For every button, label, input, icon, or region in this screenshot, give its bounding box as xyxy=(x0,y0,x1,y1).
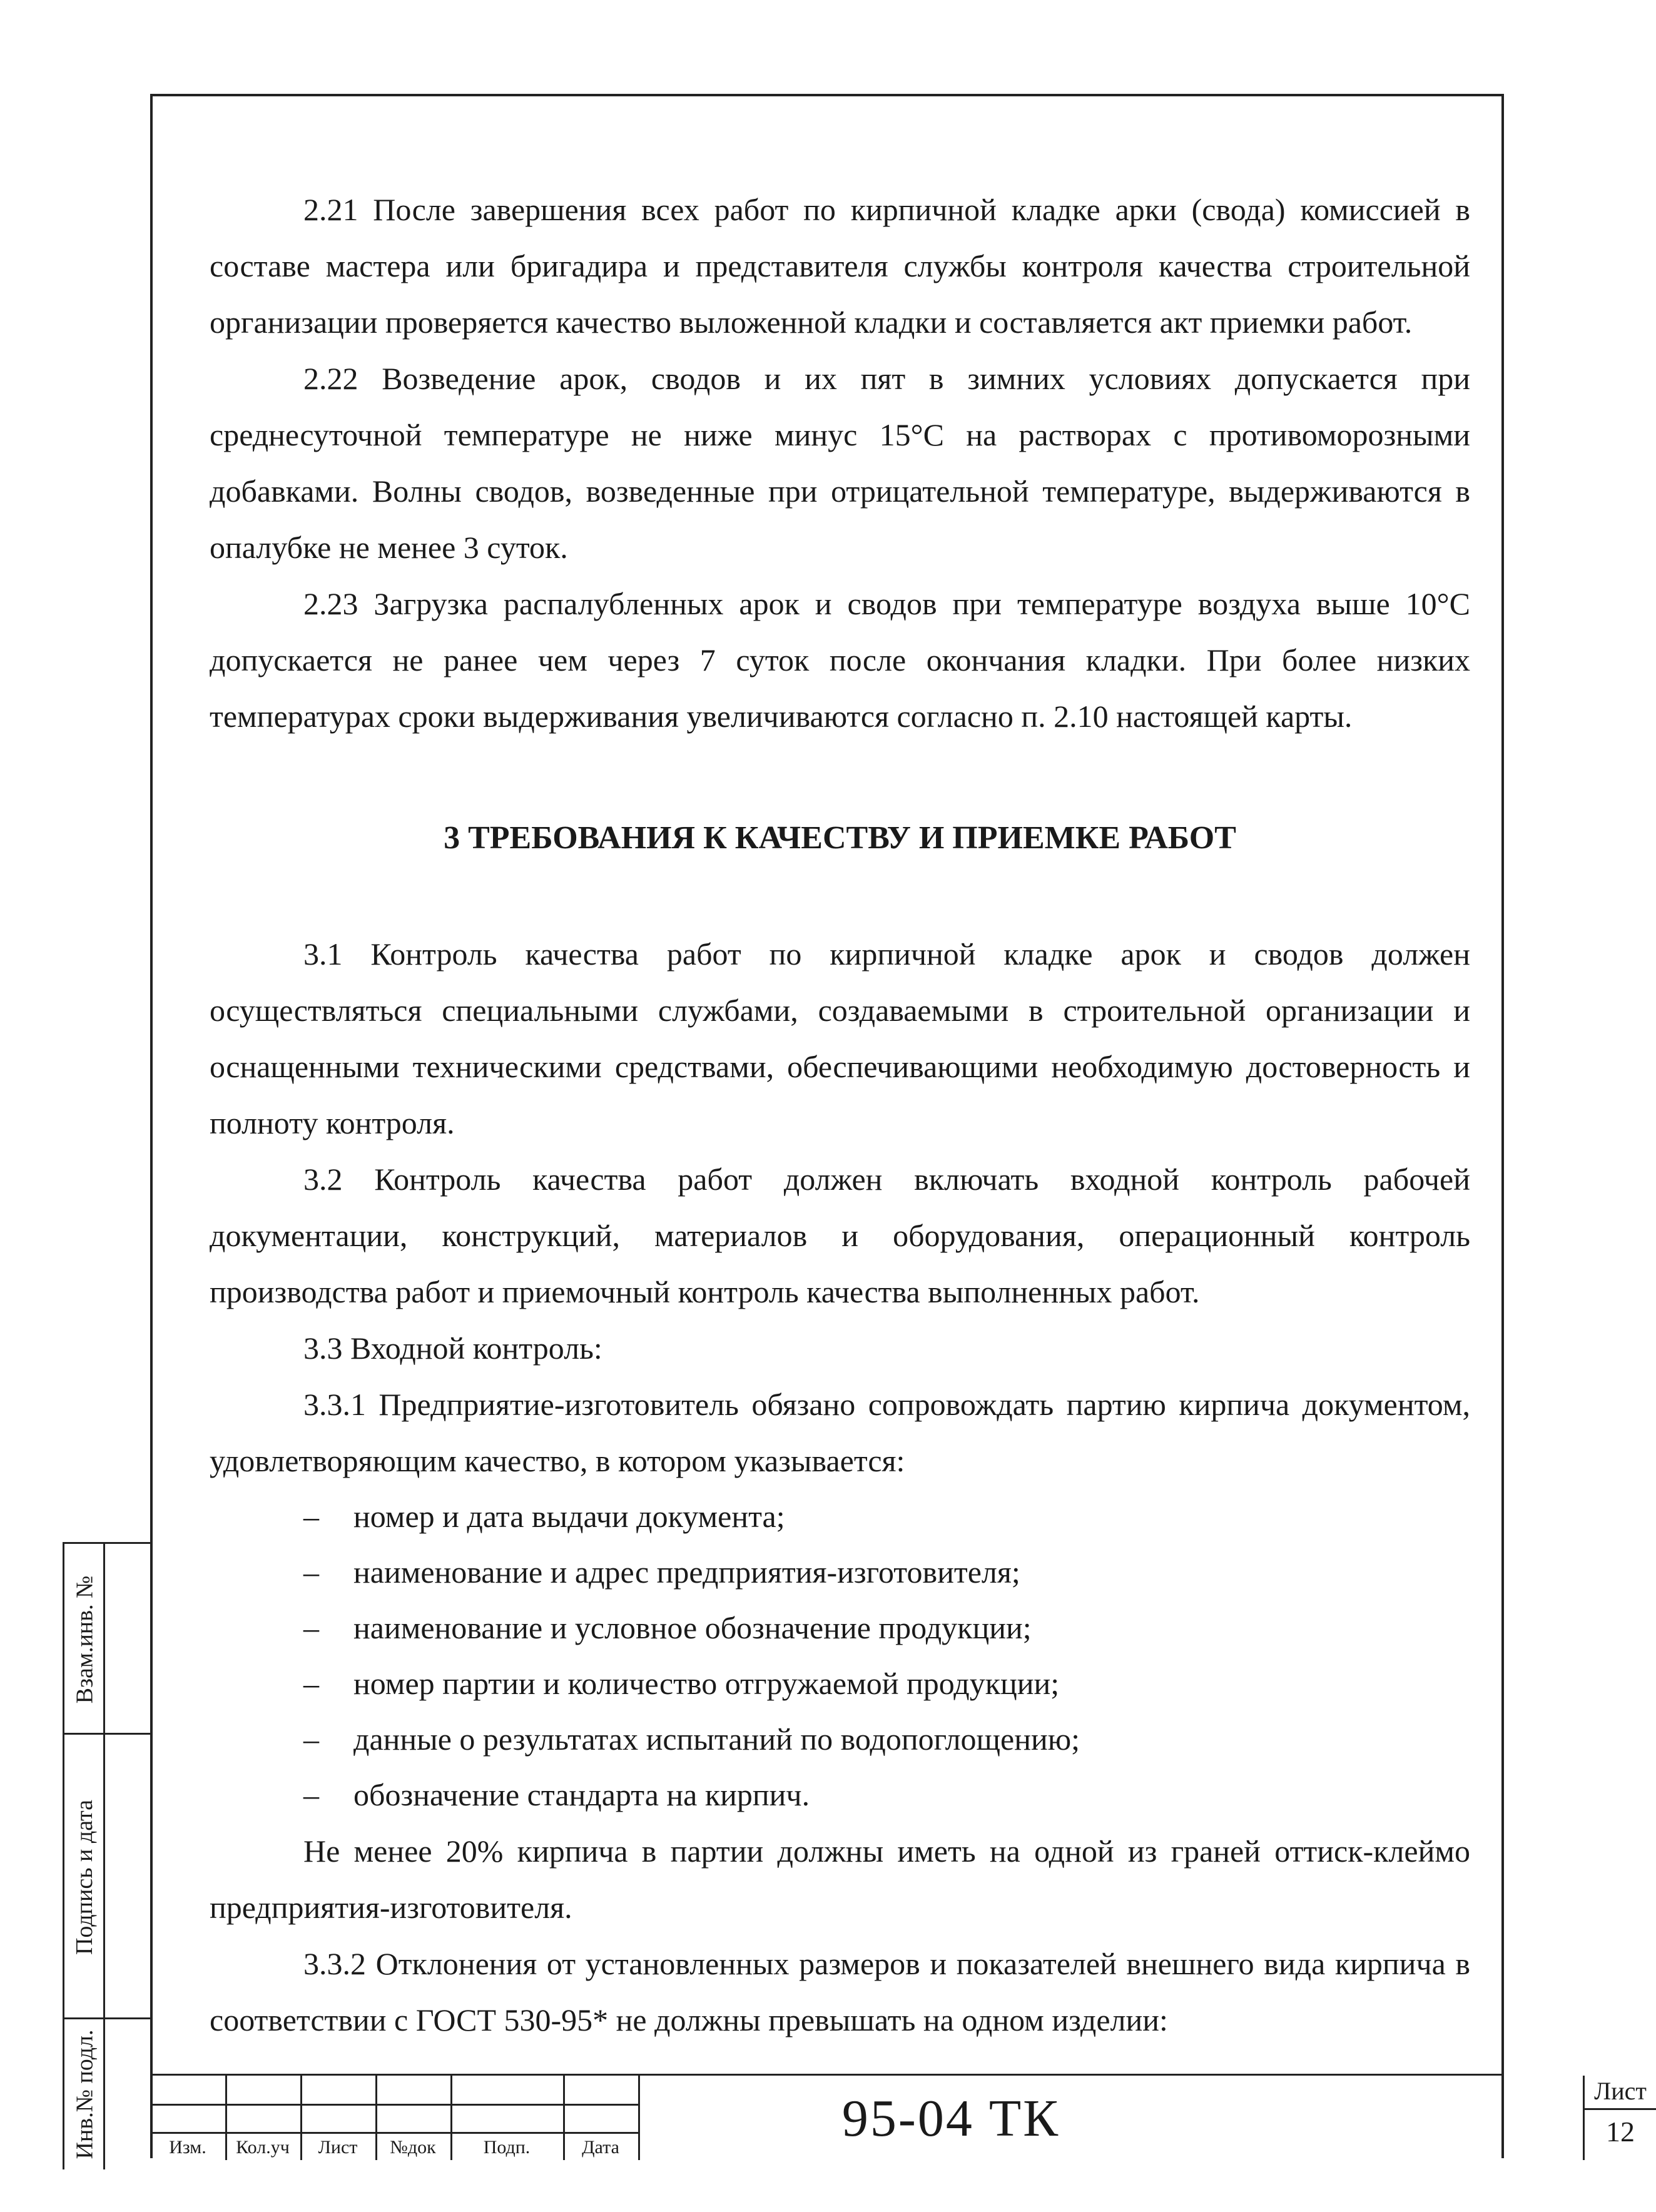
paragraph-2-22: 2.22 Возведение арок, сводов и их пят в зимних условиях допускается при среднесуточной температуре не ниже минус 15°С на растворах с противоморозными добавками. Волны сводов, возведенные при отрицательной температуре, выдерживаются в опалубке не менее 3 суток. xyxy=(210,361,1470,565)
column-label-izm: Изм. xyxy=(169,2137,206,2158)
document-body xyxy=(210,181,1470,2048)
side-cell-podpis xyxy=(63,1735,150,2019)
column-label-ndok: №док xyxy=(390,2137,436,2158)
side-divider xyxy=(103,1735,105,2017)
sheet-box xyxy=(1583,2076,1656,2160)
requirements-list xyxy=(210,1489,1470,1823)
list-item: – данные о результатах испытаний по водопоглощению; xyxy=(303,1722,1080,1757)
side-cell-inv xyxy=(63,2019,150,2169)
paragraph-stamp-requirement: Не менее 20% кирпича в партии должны иметь на одной из граней оттиск-клеймо предприятия-изготовителя. xyxy=(210,1834,1470,1925)
title-block xyxy=(150,2074,1647,2160)
section-heading: 3 ТРЕБОВАНИЯ К КАЧЕСТВУ И ПРИЕМКЕ РАБОТ xyxy=(444,820,1236,856)
side-table xyxy=(63,1542,150,2169)
column-label-list: Лист xyxy=(318,2137,358,2158)
column-label-kol-uch: Кол.уч xyxy=(236,2137,290,2158)
side-cell-vzam xyxy=(63,1544,150,1735)
paragraph-3-3: 3.3 Входной контроль: xyxy=(303,1331,602,1366)
paragraph-2-21: 2.21 После завершения всех работ по кирпичной кладке арки (свода) комиссией в составе мастера или бригадира и представителя службы контроля качества строительной организации проверяется качество выложенной кладки и составляется акт приемки работ. xyxy=(210,192,1470,340)
sheet-label: Лист xyxy=(1585,2076,1656,2110)
paragraph-3-3-1: 3.3.1 Предприятие-изготовитель обязано сопровождать партию кирпича документом, удовлетворяющим качество, в котором указывается: xyxy=(210,1387,1470,1478)
column-label-data: Дата xyxy=(582,2137,619,2158)
side-label-vzam: Взам.инв. № xyxy=(71,1575,98,1703)
document-code: 95-04 ТК xyxy=(841,2089,1060,2148)
list-item: – наименование и условное обозначение продукции; xyxy=(303,1610,1032,1645)
list-item: – номер и дата выдачи документа; xyxy=(303,1499,785,1534)
sheet-number: 12 xyxy=(1606,2116,1635,2148)
paragraph-3-3-2: 3.3.2 Отклонения от установленных размеров и показателей внешнего вида кирпича в соответствии с ГОСТ 530-95* не должны превышать на одном изделии: xyxy=(210,1946,1470,2037)
side-divider xyxy=(103,1544,105,1733)
paragraph-3-2: 3.2 Контроль качества работ должен включать входной контроль рабочей документации, конструкций, материалов и оборудования, операционный контроль производства работ и приемочный контроль качества выполненных работ. xyxy=(210,1162,1470,1309)
list-item: – номер партии и количество отгружаемой продукции; xyxy=(303,1666,1060,1701)
list-item: – наименование и адрес предприятия-изготовителя; xyxy=(303,1555,1020,1590)
paragraph-3-1: 3.1 Контроль качества работ по кирпичной кладке арок и сводов должен осуществляться специальными службами, создаваемыми в строительной организации и оснащенными техническими средствами, обеспечивающими необходимую достоверность и полноту контроля. xyxy=(210,936,1470,1140)
paragraph-2-23: 2.23 Загрузка распалубленных арок и сводов при температуре воздуха выше 10°С допускается не ранее чем через 7 суток после окончания кладки. При более низких температурах сроки выдерживания увеличиваются согласно п. 2.10 настоящей карты. xyxy=(210,586,1470,734)
side-divider xyxy=(103,2019,105,2169)
side-label-inv: Инв.№ подл. xyxy=(71,2029,98,2159)
column-label-podp: Подп. xyxy=(483,2137,531,2158)
side-label-podpis: Подпись и дата xyxy=(71,1799,98,1955)
list-item: – обозначение стандарта на кирпич. xyxy=(303,1777,810,1812)
